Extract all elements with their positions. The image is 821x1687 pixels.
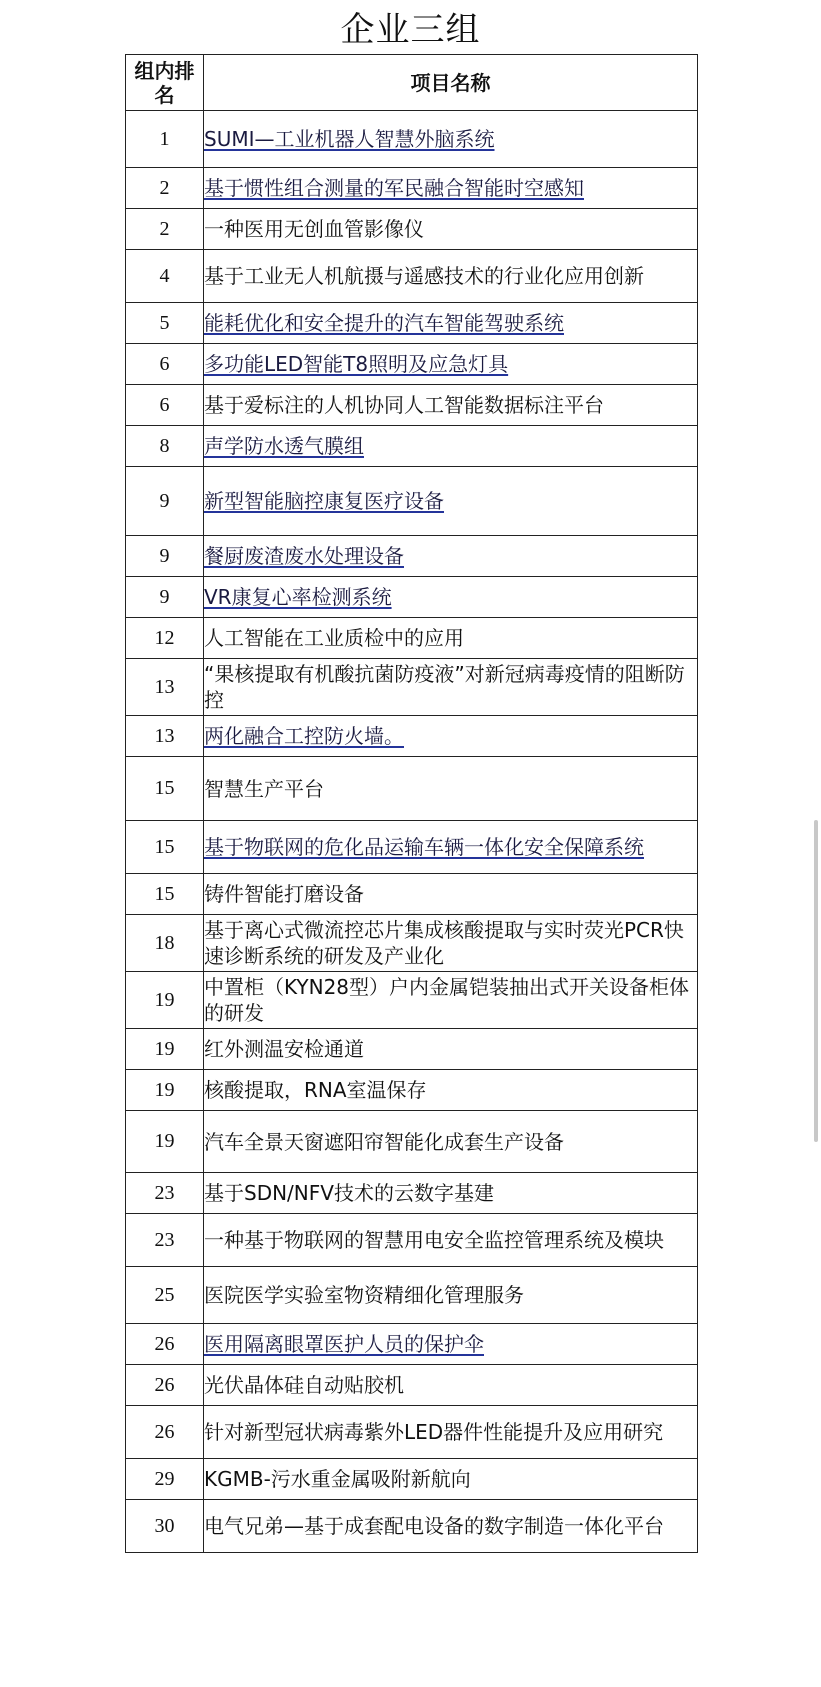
rank-cell: 8 xyxy=(126,426,204,467)
project-name-link[interactable]: 餐厨废渣废水处理设备 xyxy=(204,536,698,577)
table-row xyxy=(126,1267,698,1324)
rank-cell: 9 xyxy=(126,577,204,618)
vertical-scrollbar[interactable] xyxy=(814,820,818,1142)
table-row xyxy=(126,577,698,618)
project-name-cell: 核酸提取，RNA室温保存 xyxy=(204,1070,698,1111)
rank-cell: 25 xyxy=(126,1267,204,1324)
rank-cell: 15 xyxy=(126,874,204,915)
table-row xyxy=(126,426,698,467)
project-name-cell: 医院医学实验室物资精细化管理服务 xyxy=(204,1267,698,1324)
table-row xyxy=(126,303,698,344)
project-name-cell: 人工智能在工业质检中的应用 xyxy=(204,618,698,659)
project-name-cell: 铸件智能打磨设备 xyxy=(204,874,698,915)
project-name-cell: 基于工业无人机航摄与遥感技术的行业化应用创新 xyxy=(204,250,698,303)
table-row xyxy=(126,344,698,385)
project-name-cell: 光伏晶体硅自动贴胶机 xyxy=(204,1365,698,1406)
rank-cell: 13 xyxy=(126,716,204,757)
table-row xyxy=(126,1214,698,1267)
project-name-cell: KGMB-污水重金属吸附新航向 xyxy=(204,1459,698,1500)
column-header-rank: 组内排名 xyxy=(126,55,204,111)
rank-cell: 19 xyxy=(126,1111,204,1173)
project-name-link[interactable]: 声学防水透气膜组 xyxy=(204,426,698,467)
project-name-link[interactable]: 基于惯性组合测量的军民融合智能时空感知 xyxy=(204,168,698,209)
table-row xyxy=(126,111,698,168)
rank-cell: 6 xyxy=(126,385,204,426)
rank-cell: 30 xyxy=(126,1500,204,1553)
column-header-name: 项目名称 xyxy=(204,55,698,111)
rank-cell: 19 xyxy=(126,972,204,1029)
project-name-cell: 中置柜（KYN28型）户内金属铠装抽出式开关设备柜体的研发 xyxy=(204,972,698,1029)
project-name-cell: 智慧生产平台 xyxy=(204,757,698,821)
table-row xyxy=(126,250,698,303)
project-name-cell: 针对新型冠状病毒紫外LED器件性能提升及应用研究 xyxy=(204,1406,698,1459)
project-name-cell: 基于SDN/NFV技术的云数字基建 xyxy=(204,1173,698,1214)
table-row xyxy=(126,757,698,821)
page-title: 企业三组 xyxy=(340,10,481,50)
rank-cell: 26 xyxy=(126,1406,204,1459)
rank-cell: 5 xyxy=(126,303,204,344)
project-name-link[interactable]: 能耗优化和安全提升的汽车智能驾驶系统 xyxy=(204,303,698,344)
table-row xyxy=(126,716,698,757)
rank-cell: 15 xyxy=(126,757,204,821)
rank-cell: 23 xyxy=(126,1173,204,1214)
project-name-cell: 电气兄弟—基于成套配电设备的数字制造一体化平台 xyxy=(204,1500,698,1553)
table-row xyxy=(126,915,698,972)
rank-cell: 1 xyxy=(126,111,204,168)
project-name-cell: 基于离心式微流控芯片集成核酸提取与实时荧光PCR快速诊断系统的研发及产业化 xyxy=(204,915,698,972)
rank-cell: 9 xyxy=(126,536,204,577)
rank-cell: 29 xyxy=(126,1459,204,1500)
rank-cell: 15 xyxy=(126,821,204,874)
table-row xyxy=(126,467,698,536)
table-header-row xyxy=(126,55,698,111)
rank-cell: 4 xyxy=(126,250,204,303)
rank-cell: 12 xyxy=(126,618,204,659)
project-name-link[interactable]: VR康复心率检测系统 xyxy=(204,577,698,618)
project-name-cell: 一种医用无创血管影像仪 xyxy=(204,209,698,250)
table-row xyxy=(126,1173,698,1214)
table-row xyxy=(126,1500,698,1553)
rank-cell: 19 xyxy=(126,1070,204,1111)
rank-cell: 23 xyxy=(126,1214,204,1267)
table-row xyxy=(126,1406,698,1459)
table-row xyxy=(126,1029,698,1070)
table-row xyxy=(126,209,698,250)
table-row xyxy=(126,385,698,426)
rank-cell: 26 xyxy=(126,1324,204,1365)
project-name-link[interactable]: 两化融合工控防火墙。 xyxy=(204,716,698,757)
project-name-cell: 一种基于物联网的智慧用电安全监控管理系统及模块 xyxy=(204,1214,698,1267)
rank-cell: 19 xyxy=(126,1029,204,1070)
rank-cell: 9 xyxy=(126,467,204,536)
table-row xyxy=(126,618,698,659)
project-name-link[interactable]: 基于物联网的危化品运输车辆一体化安全保障系统 xyxy=(204,821,698,874)
rank-cell: 2 xyxy=(126,168,204,209)
table-row xyxy=(126,1070,698,1111)
project-name-cell: “果核提取有机酸抗菌防疫液”对新冠病毒疫情的阻断防控 xyxy=(204,659,698,716)
project-name-link[interactable]: SUMI—工业机器人智慧外脑系统 xyxy=(204,111,698,168)
project-name-link[interactable]: 新型智能脑控康复医疗设备 xyxy=(204,467,698,536)
table-row xyxy=(126,972,698,1029)
project-name-link[interactable]: 多功能LED智能T8照明及应急灯具 xyxy=(204,344,698,385)
project-name-cell: 红外测温安检通道 xyxy=(204,1029,698,1070)
project-name-cell: 基于爱标注的人机协同人工智能数据标注平台 xyxy=(204,385,698,426)
ranking-table xyxy=(125,54,698,1553)
table-row xyxy=(126,821,698,874)
table-row xyxy=(126,1111,698,1173)
rank-cell: 6 xyxy=(126,344,204,385)
table-row xyxy=(126,1459,698,1500)
table-row xyxy=(126,1324,698,1365)
table-row xyxy=(126,536,698,577)
rank-cell: 13 xyxy=(126,659,204,716)
table-row xyxy=(126,1365,698,1406)
table-row xyxy=(126,874,698,915)
table-row xyxy=(126,168,698,209)
rank-cell: 2 xyxy=(126,209,204,250)
project-name-link[interactable]: 医用隔离眼罩医护人员的保护伞 xyxy=(204,1324,698,1365)
rank-cell: 18 xyxy=(126,915,204,972)
table-row xyxy=(126,659,698,716)
project-name-cell: 汽车全景天窗遮阳帘智能化成套生产设备 xyxy=(204,1111,698,1173)
rank-cell: 26 xyxy=(126,1365,204,1406)
